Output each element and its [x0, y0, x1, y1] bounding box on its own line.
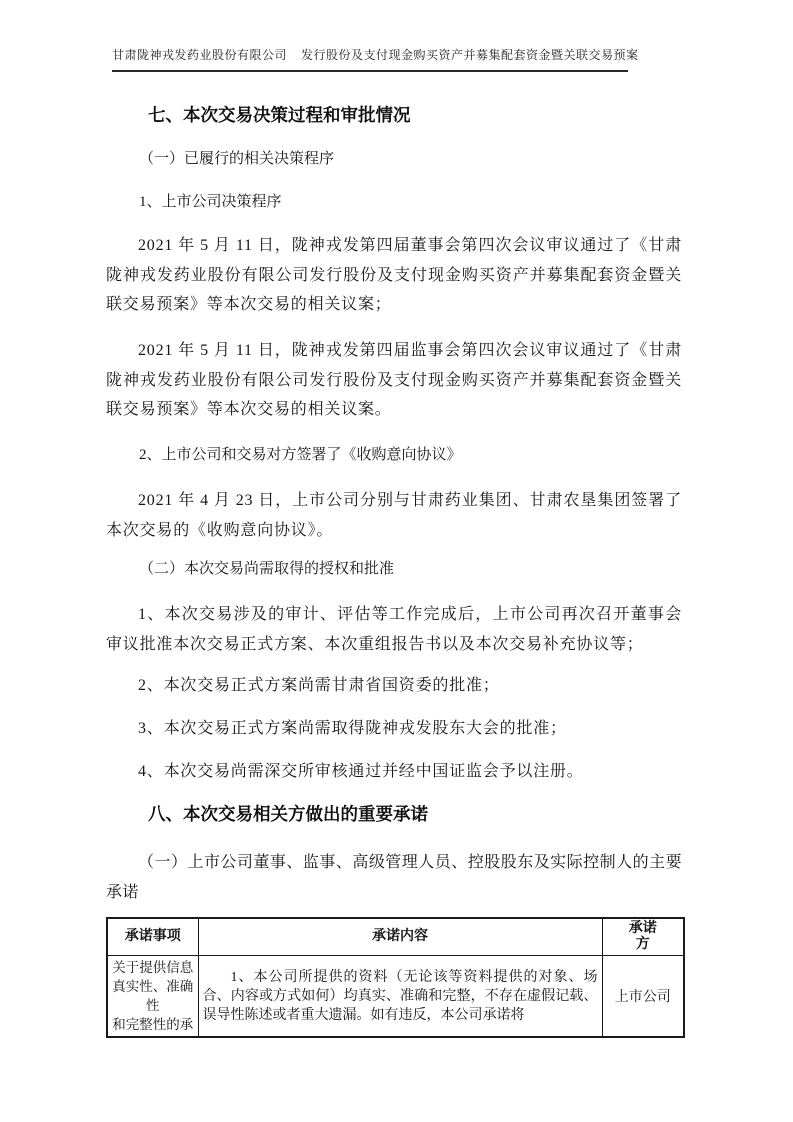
commitments-table [106, 917, 685, 1038]
table-header-row [107, 918, 684, 956]
section-7-item-1: 1、上市公司决策程序 [139, 194, 282, 210]
item-line: 关于提供信息 [112, 960, 194, 975]
section-8-heading: 八、本次交易相关方做出的重要承诺 [148, 804, 428, 824]
cell-commitment-party: 上市公司 [602, 956, 684, 1038]
cell-commitment-content: 1、本公司所提供的资料（无论该等资料提供的对象、场合、内容或方式如何）均真实、准确和完整，不存在虚假记载、误导性陈述或者重大遗漏。如有违反，本公司承诺将 [198, 956, 602, 1038]
section-7-sub-2: （二）本次交易尚需取得的授权和批准 [139, 561, 395, 577]
paragraph-intent-agreement: 2021 年 4 月 23 日，上市公司分别与甘肃药业集团、甘肃农垦集团签署了本次交易的《收购意向协议》。 [106, 492, 682, 539]
header-cell-commitment-item: 承诺事项 [107, 918, 198, 956]
paragraph-approval-4: 4、本次交易尚需深交所审核通过并经中国证监会予以注册。 [138, 763, 584, 780]
paragraph-board-resolution: 2021 年 5 月 11 日，陇神戎发第四届董事会第四次会议审议通过了《甘肃陇神戎发药业股份有限公司发行股份及支付现金购买资产并募集配套资金暨关联交易预案》等本次交易的相关议案； [106, 237, 682, 313]
paragraph-approval-2: 2、本次交易正式方案尚需甘肃省国资委的批准； [138, 677, 500, 694]
section-7-item-2: 2、上市公司和交易对方签署了《收购意向协议》 [139, 447, 462, 463]
running-header [112, 48, 639, 72]
paragraph-approval-1: 1、本次交易涉及的审计、评估等工作完成后，上市公司再次召开董事会审议批准本次交易正式方案、本次重组报告书以及本次交易补充协议等； [106, 606, 682, 653]
paragraph-supervisor-resolution: 2021 年 5 月 11 日，陇神戎发第四届监事会第四次会议审议通过了《甘肃陇神戎发药业股份有限公司发行股份及支付现金购买资产并募集配套资金暨关联交易预案》等本次交易的相关议案。 [106, 342, 682, 418]
cell-commitment-item [107, 956, 198, 1038]
header-cell-commitment-content: 承诺内容 [198, 918, 602, 956]
section-8-sub-1: （一）上市公司董事、监事、高级管理人员、控股股东及实际控制人的主要承诺 [106, 854, 682, 901]
item-line: 和完整性的承 [112, 1017, 194, 1032]
section-7-sub-1: （一）已履行的相关决策程序 [139, 151, 335, 167]
running-header-company: 甘肃陇神戎发药业股份有限公司 [112, 48, 288, 62]
item-line: 真实性、准确性 [112, 979, 194, 1013]
section-7-heading: 七、本次交易决策过程和审批情况 [148, 105, 411, 125]
table-row [107, 956, 684, 1038]
paragraph-approval-3: 3、本次交易正式方案尚需取得陇神戎发股东大会的批准； [138, 720, 567, 737]
header-cell-commitment-party: 承诺方 [602, 918, 684, 956]
running-header-doc-title: 发行股份及支付现金购买资产并募集配套资金暨关联交易预案 [301, 48, 639, 62]
